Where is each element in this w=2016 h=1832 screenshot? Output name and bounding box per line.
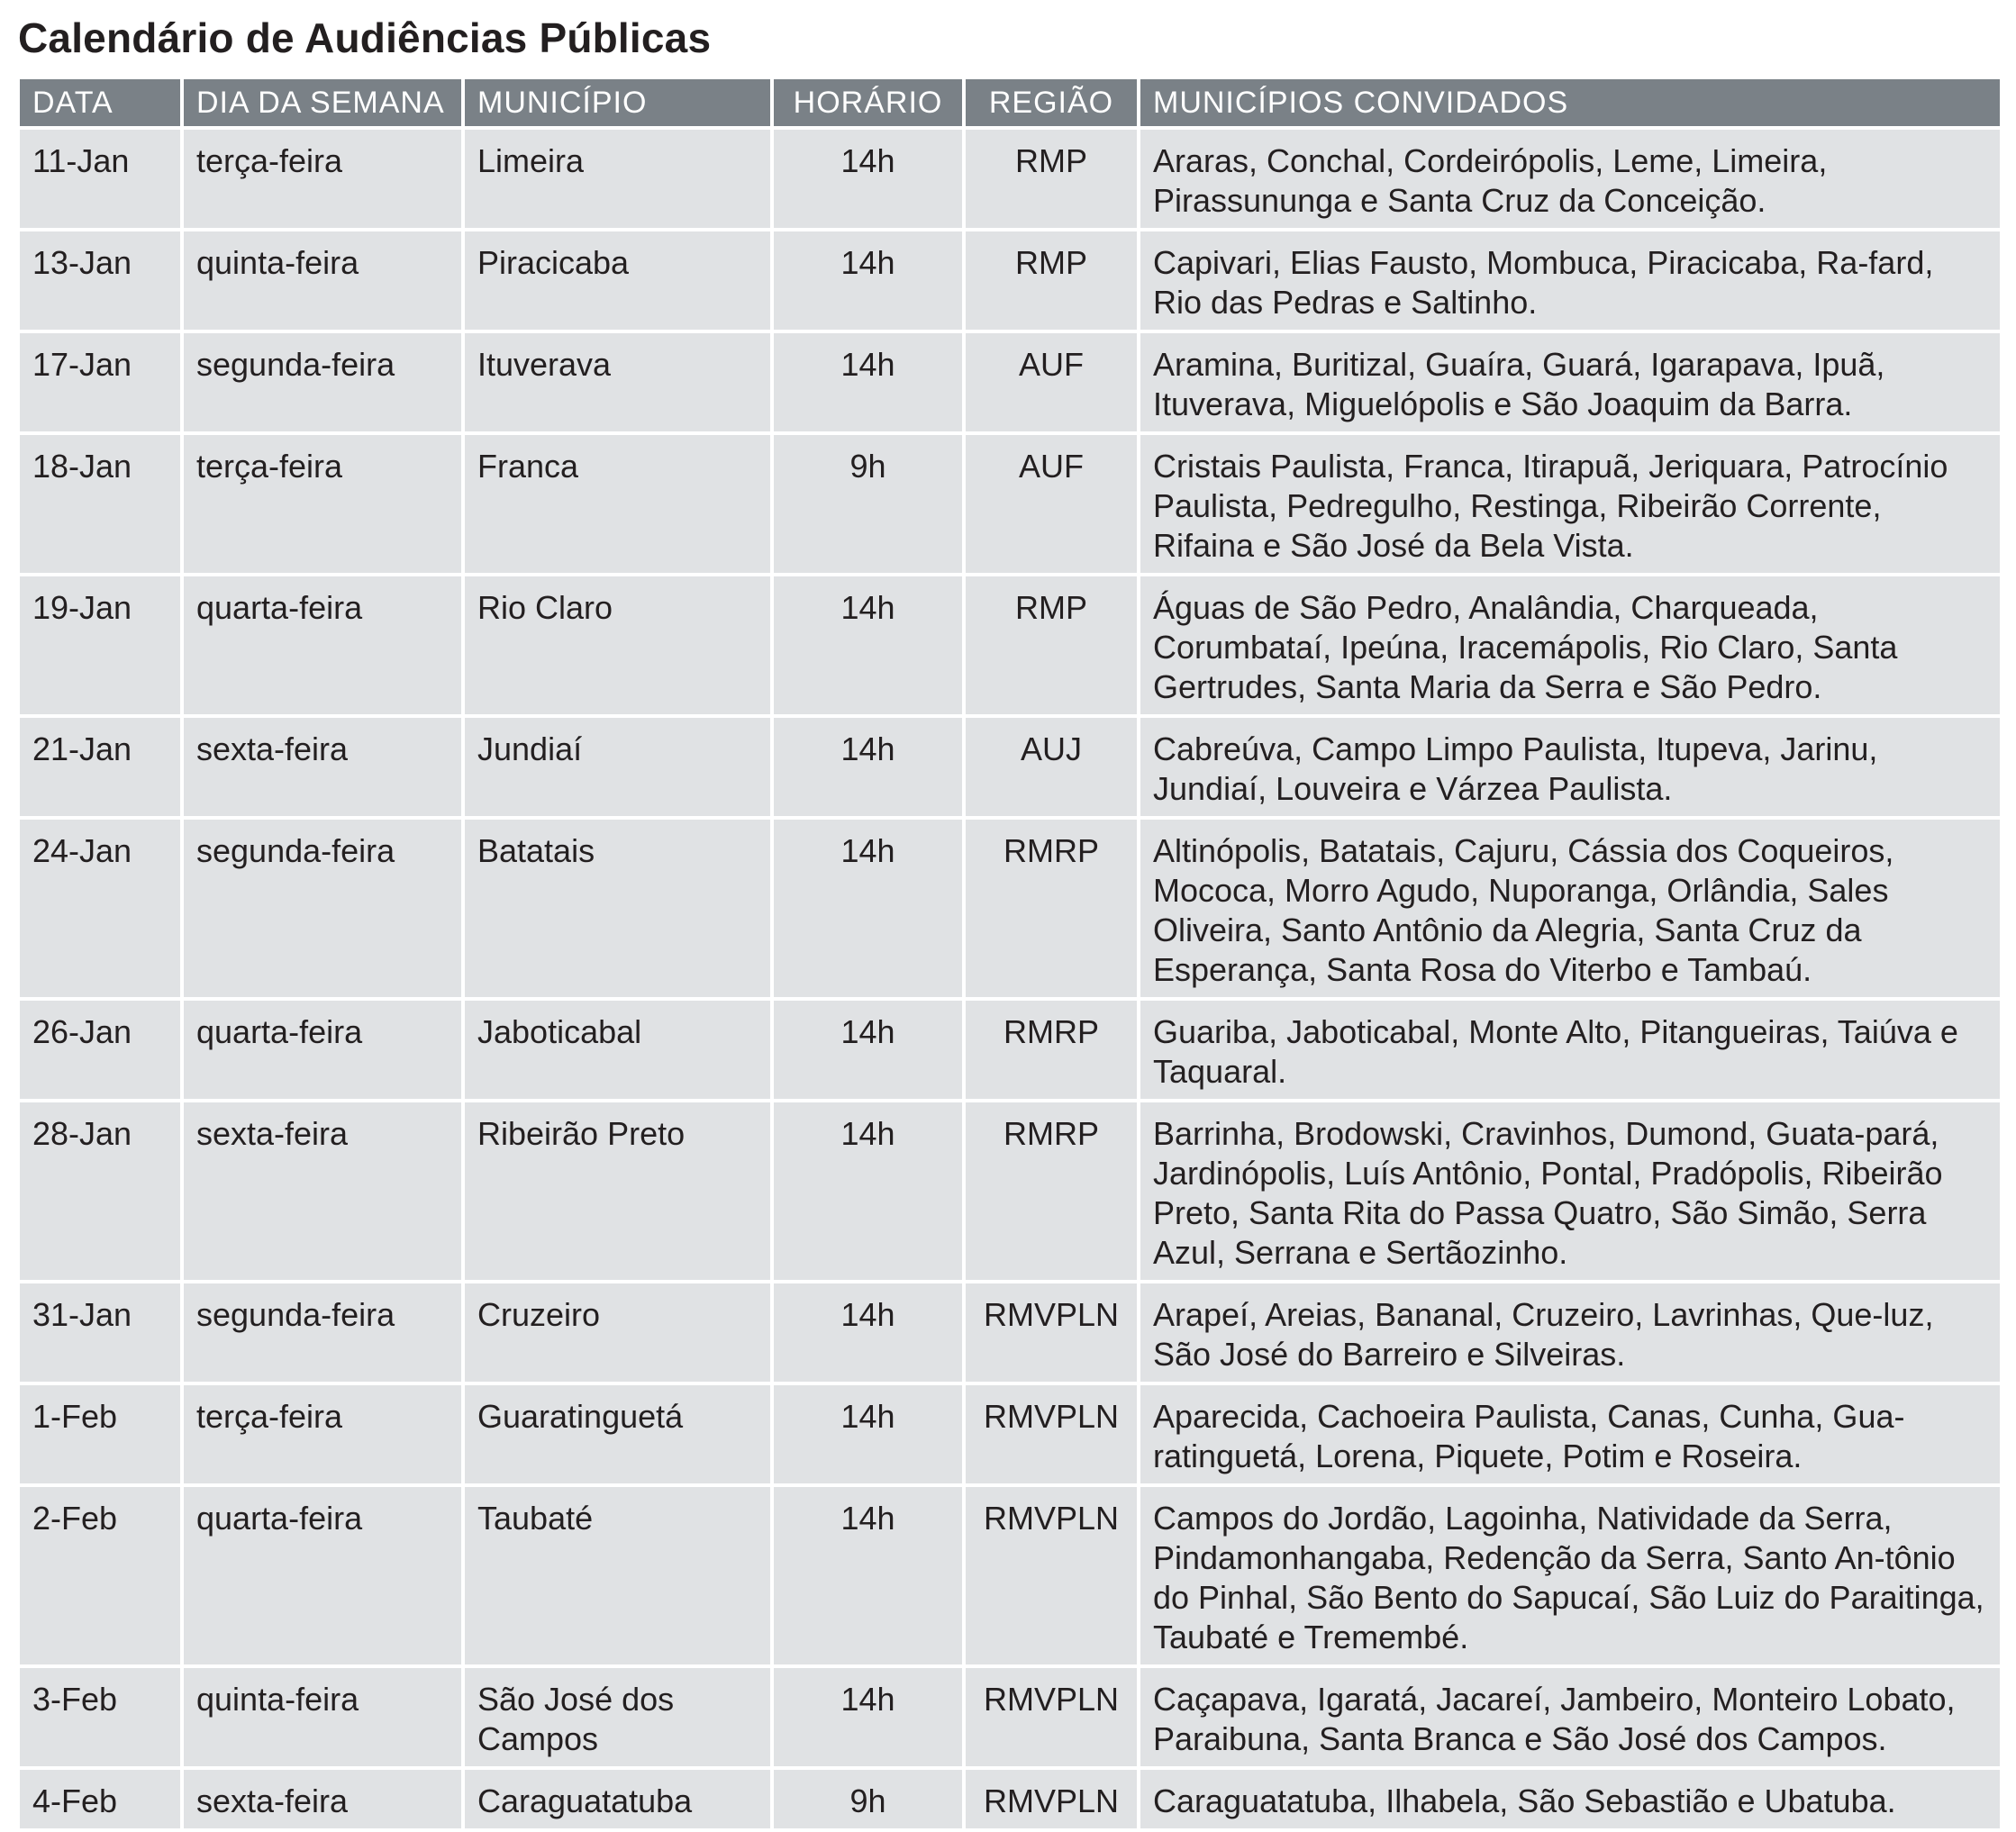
cell-data: 24-Jan xyxy=(20,820,180,997)
cell-regiao: RMRP xyxy=(966,820,1137,997)
cell-horario: 14h xyxy=(774,1385,962,1483)
cell-data: 26-Jan xyxy=(20,1001,180,1099)
table-row xyxy=(20,718,2000,816)
cell-regiao: RMRP xyxy=(966,1001,1137,1099)
cell-dia: segunda-feira xyxy=(184,1283,461,1382)
cell-municipio: Limeira xyxy=(465,130,770,228)
cell-convidados: Arapeí, Areias, Bananal, Cruzeiro, Lavrinhas, Que-luz, São José do Barreiro e Silveiras. xyxy=(1140,1283,2000,1382)
cell-horario: 14h xyxy=(774,130,962,228)
table-row xyxy=(20,820,2000,997)
cell-horario: 14h xyxy=(774,1668,962,1766)
cell-regiao: RMP xyxy=(966,231,1137,330)
cell-horario: 9h xyxy=(774,435,962,573)
cell-dia: quinta-feira xyxy=(184,1668,461,1766)
cell-municipio: São José dos Campos xyxy=(465,1668,770,1766)
cell-regiao: AUJ xyxy=(966,718,1137,816)
cell-regiao: AUF xyxy=(966,333,1137,431)
cell-dia: segunda-feira xyxy=(184,333,461,431)
cell-data: 13-Jan xyxy=(20,231,180,330)
cell-convidados: Aparecida, Cachoeira Paulista, Canas, Cunha, Gua-ratinguetá, Lorena, Piquete, Potim e Roseira. xyxy=(1140,1385,2000,1483)
cell-horario: 14h xyxy=(774,231,962,330)
col-header-dia: DIA DA SEMANA xyxy=(184,79,461,126)
col-header-municipio: MUNICÍPIO xyxy=(465,79,770,126)
cell-municipio: Batatais xyxy=(465,820,770,997)
cell-dia: quarta-feira xyxy=(184,1487,461,1664)
cell-data: 4-Feb xyxy=(20,1770,180,1828)
cell-regiao: RMVPLN xyxy=(966,1283,1137,1382)
cell-convidados: Campos do Jordão, Lagoinha, Natividade da Serra, Pindamonhangaba, Redenção da Serra, Santo An-tônio do Pinhal, São Bento do Sapucaí, São Luiz do Paraitinga, Taubaté e Tremembé. xyxy=(1140,1487,2000,1664)
cell-municipio: Rio Claro xyxy=(465,576,770,714)
cell-regiao: RMRP xyxy=(966,1102,1137,1280)
cell-horario: 14h xyxy=(774,333,962,431)
table-row xyxy=(20,576,2000,714)
cell-convidados: Araras, Conchal, Cordeirópolis, Leme, Limeira, Pirassununga e Santa Cruz da Conceição. xyxy=(1140,130,2000,228)
cell-convidados: Barrinha, Brodowski, Cravinhos, Dumond, Guata-pará, Jardinópolis, Luís Antônio, Pontal, Pradópolis, Ribeirão Preto, Santa Rita do Passa Quatro, São Simão, Serra Azul, Serrana e Sertãozinho. xyxy=(1140,1102,2000,1280)
cell-municipio: Jaboticabal xyxy=(465,1001,770,1099)
cell-data: 3-Feb xyxy=(20,1668,180,1766)
cell-dia: sexta-feira xyxy=(184,1102,461,1280)
table-row xyxy=(20,1668,2000,1766)
cell-municipio: Franca xyxy=(465,435,770,573)
table-row xyxy=(20,231,2000,330)
cell-convidados: Altinópolis, Batatais, Cajuru, Cássia dos Coqueiros, Mococa, Morro Agudo, Nuporanga, Orlândia, Sales Oliveira, Santo Antônio da Alegria, Santa Cruz da Esperança, Santa Rosa do Viterbo e Tambaú. xyxy=(1140,820,2000,997)
cell-convidados: Caraguatatuba, Ilhabela, São Sebastião e Ubatuba. xyxy=(1140,1770,2000,1828)
cell-horario: 14h xyxy=(774,1487,962,1664)
cell-municipio: Jundiaí xyxy=(465,718,770,816)
cell-municipio: Taubaté xyxy=(465,1487,770,1664)
cell-regiao: RMVPLN xyxy=(966,1770,1137,1828)
col-header-data: DATA xyxy=(20,79,180,126)
cell-municipio: Ituverava xyxy=(465,333,770,431)
cell-data: 2-Feb xyxy=(20,1487,180,1664)
page-title: Calendário de Audiências Públicas xyxy=(18,14,712,61)
cell-convidados: Caçapava, Igaratá, Jacareí, Jambeiro, Monteiro Lobato, Paraibuna, Santa Branca e São José dos Campos. xyxy=(1140,1668,2000,1766)
cell-horario: 14h xyxy=(774,1102,962,1280)
cell-dia: quinta-feira xyxy=(184,231,461,330)
cell-horario: 14h xyxy=(774,718,962,816)
cell-horario: 14h xyxy=(774,576,962,714)
cell-data: 18-Jan xyxy=(20,435,180,573)
table-row xyxy=(20,1102,2000,1280)
cell-data: 1-Feb xyxy=(20,1385,180,1483)
cell-dia: segunda-feira xyxy=(184,820,461,997)
cell-municipio: Guaratinguetá xyxy=(465,1385,770,1483)
cell-dia: quarta-feira xyxy=(184,1001,461,1099)
cell-dia: terça-feira xyxy=(184,1385,461,1483)
cell-regiao: RMVPLN xyxy=(966,1668,1137,1766)
cell-convidados: Águas de São Pedro, Analândia, Charqueada, Corumbataí, Ipeúna, Iracemápolis, Rio Claro, Santa Gertrudes, Santa Maria da Serra e São Pedro. xyxy=(1140,576,2000,714)
table-row xyxy=(20,435,2000,573)
cell-regiao: RMP xyxy=(966,130,1137,228)
cell-convidados: Cristais Paulista, Franca, Itirapuã, Jeriquara, Patrocínio Paulista, Pedregulho, Restinga, Ribeirão Corrente, Rifaina e São José da Bela Vista. xyxy=(1140,435,2000,573)
hearings-table xyxy=(16,76,2003,1832)
cell-horario: 9h xyxy=(774,1770,962,1828)
cell-municipio: Cruzeiro xyxy=(465,1283,770,1382)
cell-data: 28-Jan xyxy=(20,1102,180,1280)
cell-regiao: RMVPLN xyxy=(966,1487,1137,1664)
cell-dia: sexta-feira xyxy=(184,718,461,816)
cell-dia: terça-feira xyxy=(184,435,461,573)
col-header-convidados: MUNICÍPIOS CONVIDADOS xyxy=(1140,79,2000,126)
cell-data: 19-Jan xyxy=(20,576,180,714)
table-row xyxy=(20,1283,2000,1382)
col-header-regiao: REGIÃO xyxy=(966,79,1137,126)
cell-dia: sexta-feira xyxy=(184,1770,461,1828)
table-row xyxy=(20,1770,2000,1828)
cell-data: 31-Jan xyxy=(20,1283,180,1382)
cell-convidados: Cabreúva, Campo Limpo Paulista, Itupeva, Jarinu, Jundiaí, Louveira e Várzea Paulista. xyxy=(1140,718,2000,816)
cell-municipio: Ribeirão Preto xyxy=(465,1102,770,1280)
cell-data: 17-Jan xyxy=(20,333,180,431)
cell-convidados: Capivari, Elias Fausto, Mombuca, Piracicaba, Ra-fard, Rio das Pedras e Saltinho. xyxy=(1140,231,2000,330)
cell-dia: terça-feira xyxy=(184,130,461,228)
table-row xyxy=(20,1487,2000,1664)
cell-horario: 14h xyxy=(774,1001,962,1099)
table-row xyxy=(20,333,2000,431)
table-row xyxy=(20,1385,2000,1483)
cell-horario: 14h xyxy=(774,820,962,997)
cell-regiao: AUF xyxy=(966,435,1137,573)
cell-horario: 14h xyxy=(774,1283,962,1382)
col-header-horario: HORÁRIO xyxy=(774,79,962,126)
table-body xyxy=(20,130,2000,1828)
table-row xyxy=(20,1001,2000,1099)
cell-data: 11-Jan xyxy=(20,130,180,228)
cell-convidados: Guariba, Jaboticabal, Monte Alto, Pitangueiras, Taiúva e Taquaral. xyxy=(1140,1001,2000,1099)
cell-municipio: Piracicaba xyxy=(465,231,770,330)
cell-regiao: RMVPLN xyxy=(966,1385,1137,1483)
cell-dia: quarta-feira xyxy=(184,576,461,714)
header-row xyxy=(20,79,2000,126)
cell-regiao: RMP xyxy=(966,576,1137,714)
cell-municipio: Caraguatatuba xyxy=(465,1770,770,1828)
cell-convidados: Aramina, Buritizal, Guaíra, Guará, Igarapava, Ipuã, Ituverava, Miguelópolis e São Joaquim da Barra. xyxy=(1140,333,2000,431)
cell-data: 21-Jan xyxy=(20,718,180,816)
table-row xyxy=(20,130,2000,228)
